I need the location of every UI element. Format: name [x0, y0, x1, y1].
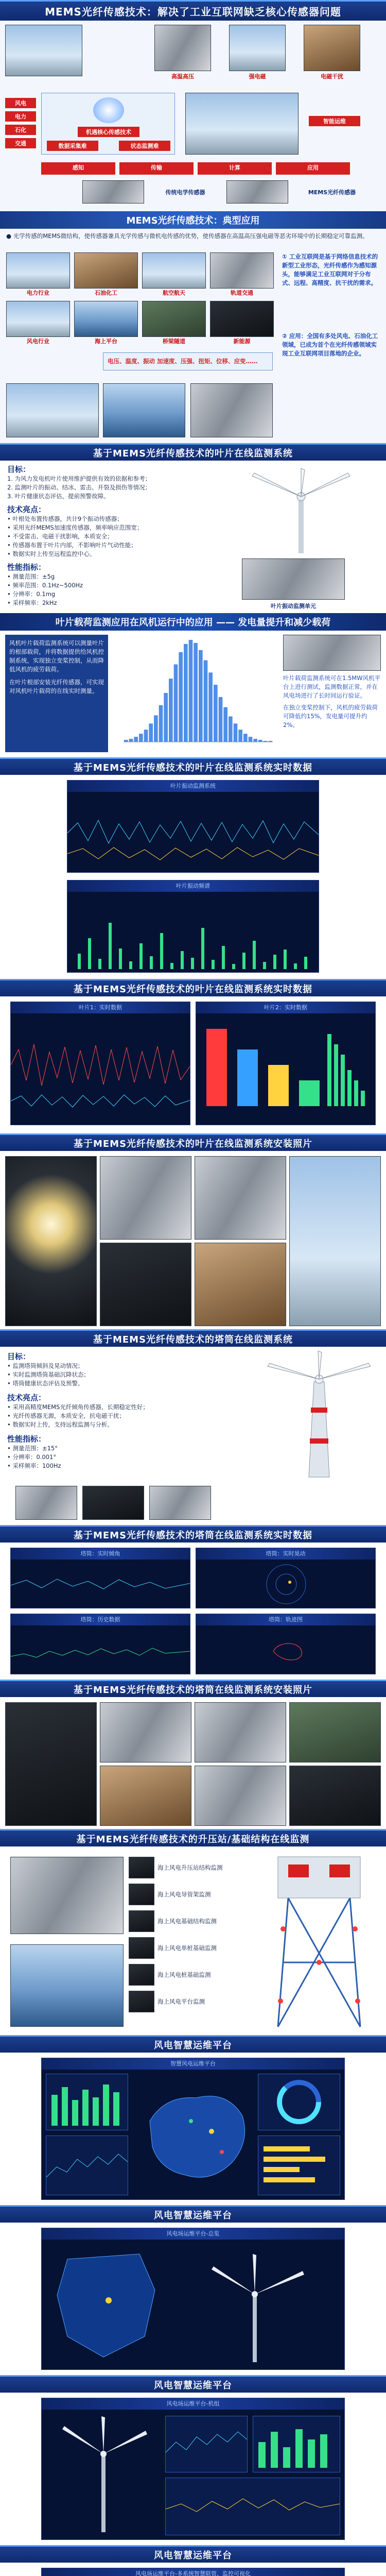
left-category: 交通	[5, 138, 36, 148]
section-title: 风电智慧运维平台	[0, 2545, 386, 2563]
bottom-caption-2: MEMS光纤传感器	[308, 189, 356, 196]
problem-label: 数据采集难	[47, 141, 98, 151]
tower-text	[7, 1351, 249, 1470]
tower-photo-grid	[5, 1702, 381, 1826]
substation-item: 海上风电桩基础监测	[157, 1971, 211, 1978]
purpose-title: 目标：	[7, 465, 31, 474]
substation-item: 海上风电导管架监测	[157, 1890, 211, 1898]
histogram-bar	[253, 739, 257, 742]
section-title: 基于MEMS光纤传感技术的叶片在线监测系统实时数据	[0, 757, 386, 775]
screen-title: 塔筒：实时晃动	[196, 1548, 375, 1560]
load-paragraph: 风机叶片载荷监测系统可以测量叶片的根部载荷，并将数据提供给风机控制系统，实现独立变桨控制，从而降低风机的疲劳载荷。	[9, 639, 104, 673]
photo-install	[289, 1766, 381, 1826]
spec-line: • 采样频率：100Hz	[7, 1462, 61, 1469]
apps-intro: ● 光学传感的MEMS微结构，使传感器兼具光学传感与微机电传感的优势，使传感器在高温高压强电磁等恶劣环境中的长期稳定可靠监测。	[6, 232, 369, 240]
blade-screen-3	[10, 1002, 190, 1125]
photo-mems-sensor	[226, 180, 288, 204]
platform-screen-4	[41, 2568, 345, 2576]
flow-row	[41, 162, 350, 175]
feature-line: • 采用高精度MEMS光纤倾角传感器，长期稳定性好；	[7, 1403, 149, 1411]
tower-screen-3	[10, 1614, 190, 1674]
section-title: 基于MEMS光纤传感技术的叶片在线监测系统	[0, 443, 386, 461]
photo-tower-sensor	[15, 1486, 77, 1520]
section-platform-3	[0, 2375, 386, 2545]
photo-offshore-platform	[10, 1944, 124, 2027]
photo-app-left	[6, 383, 99, 437]
histogram-bar	[169, 679, 173, 742]
histogram-bar	[238, 730, 242, 742]
note-1: ① 工业互联网是基于网络信息技术的新型工业形态，光纤传感作为感知源头，能够满足工业互联网对于分布式、远程、高精度、抗干扰的需求。	[282, 253, 378, 286]
measurement-highlight: 电压、温度、振动 加速度、压强、扭矩、位移、应变……	[103, 352, 273, 370]
feature-line: • 叶根处布置传感器，共计9个振动传感器；	[7, 515, 123, 522]
vibration-waveform	[67, 792, 319, 873]
left-category-list	[5, 98, 36, 148]
section-title: 基于MEMS光纤传感技术的塔筒在线监测系统安装照片	[0, 1680, 386, 1697]
substation-item: 海上风电升压站结构监测	[157, 1863, 223, 1871]
photo-high-pressure	[154, 25, 211, 71]
photo-plant	[304, 25, 360, 71]
purpose-line: • 实时监测塔筒基础沉降状态；	[7, 1371, 90, 1378]
purpose-line: • 塔筒健康状态评估及预警。	[7, 1380, 84, 1387]
screen-title: 叶片振动监测系统	[67, 781, 319, 792]
histogram-bar	[154, 716, 158, 742]
flow-step: 传输	[119, 162, 194, 175]
feature-line: • 数据实时上传至远程监控中心。	[7, 550, 96, 557]
photo-app-right	[190, 383, 273, 437]
section-tower-realtime	[0, 1525, 386, 1680]
tower-screen-2	[196, 1548, 376, 1608]
spec-line: • 测量范围：±15°	[7, 1445, 58, 1452]
feature-title: 技术亮点：	[7, 1393, 46, 1402]
section-blade-load	[0, 613, 386, 757]
purpose-line: 3. 叶片健康状态评估，提前预警故障。	[7, 493, 110, 500]
screen-title: 塔筒：实时倾角	[11, 1548, 190, 1560]
histogram-bar	[134, 737, 138, 742]
photo-install	[100, 1243, 191, 1326]
histogram-bar	[159, 705, 163, 742]
photo-tower-sensor	[149, 1486, 211, 1520]
vibration-spectrum	[67, 892, 319, 973]
histogram-bar	[214, 685, 218, 742]
feature-line: • 传感器布置于叶片内部，不影响叶片气动性能；	[7, 541, 137, 549]
photo-install	[5, 1702, 97, 1826]
histogram-bar	[258, 740, 262, 742]
load-paragraph: 在叶片根部安装光纤传感器，可实现对风机叶片载荷的在线实时测量。	[9, 679, 104, 694]
photo-install	[195, 1243, 286, 1326]
histogram-bar	[139, 734, 143, 742]
right-label: 智能运维	[309, 116, 360, 126]
histogram-bar	[179, 652, 183, 742]
panel	[165, 2478, 340, 2535]
device-label: 叶片振动监测单元	[271, 603, 316, 609]
spec-line: • 频率范围：0.1Hz~500Hz	[7, 582, 83, 589]
app-caption: 轨道交通	[231, 290, 253, 296]
spec-title: 性能指标：	[7, 1434, 46, 1444]
section-blade-system	[0, 443, 386, 613]
histogram-bar	[229, 717, 233, 742]
blade-screen-1	[67, 780, 319, 873]
feature-line: • 采用光纤MEMS加速度传感器，频率响应范围宽；	[7, 524, 143, 531]
photo-install	[289, 1702, 381, 1762]
photo-install	[5, 1156, 97, 1326]
spec-line: • 分辨率：0.001°	[7, 1453, 57, 1461]
substation-item: 海上风电单桩基础监测	[157, 1944, 217, 1952]
section-title: 叶片载荷监测应用在风机运行中的应用 —— 发电量提升和减少载荷	[0, 613, 386, 631]
photo-turbine	[5, 25, 82, 76]
photo-install	[195, 1156, 286, 1240]
photo-install	[100, 1766, 191, 1826]
histogram-bar	[124, 740, 128, 742]
platform-screen-1	[41, 2058, 345, 2200]
photo-app-mid	[103, 383, 185, 437]
screen-title: 智慧风电运维平台	[42, 2058, 344, 2070]
photo-install	[100, 1702, 191, 1762]
province-map	[47, 2244, 165, 2365]
purpose-line: 1. 为风力发电机叶片使用维护提供有效的依据和参考；	[7, 475, 151, 482]
section-title: 基于MEMS光纤传感技术的升压站/基础结构在线监测	[0, 1829, 386, 1846]
tower-history-chart	[11, 1625, 190, 1674]
tower-sway-chart	[196, 1560, 376, 1608]
histogram-bar	[184, 644, 188, 742]
spec-line: • 采样频率：2kHz	[7, 599, 57, 606]
screen-title: 风电场运维平台-总览	[42, 2228, 344, 2240]
flow-step: 感知	[41, 162, 115, 175]
tower-track-chart	[196, 1625, 376, 1674]
section-title: 基于MEMS光纤传感技术的塔筒在线监测系统实时数据	[0, 1525, 386, 1543]
section-title: 风电智慧运维平台	[0, 2375, 386, 2393]
load-text-left	[5, 635, 108, 752]
panel	[253, 2416, 340, 2472]
tower-screen-1	[10, 1548, 190, 1608]
center-label: 机遇核心传感技术	[78, 127, 139, 137]
histogram-bar	[264, 741, 268, 742]
photo-install	[195, 1766, 286, 1826]
section-typical-apps	[0, 211, 386, 443]
substation-list	[129, 1857, 252, 2012]
load-paragraph: 在独立变桨控制下，风机的疲劳载荷可降低约15%，发电量可提升约2%。	[283, 704, 378, 728]
feature-line: • 光纤传感器无源，本质安全，抗电磁干扰；	[7, 1412, 125, 1419]
spec-line: • 分辨率：0.1mg	[7, 590, 56, 598]
feature-line: • 数据实时上传，支持远程监测与分析。	[7, 1421, 113, 1428]
feature-title: 技术亮点：	[7, 505, 46, 514]
histogram-bar	[204, 660, 208, 742]
left-category: 电力	[5, 111, 36, 122]
section-title: MEMS光纤传感技术：解决了工业互联网缺乏核心传感器问题	[0, 0, 386, 21]
section-title: 风电智慧运维平台	[0, 2205, 386, 2223]
app-caption: 电力行业	[27, 290, 49, 296]
top-caption-2: 强电磁	[249, 73, 266, 80]
platform-screen-2	[41, 2228, 345, 2370]
histogram-bar	[129, 739, 133, 742]
blade-text	[7, 464, 223, 607]
load-histogram	[113, 635, 278, 752]
photo-legacy-sensor	[82, 180, 144, 204]
section-substation	[0, 1829, 386, 2035]
section-blade-realtime-1	[0, 757, 386, 979]
photo-tower-sensor	[82, 1486, 144, 1520]
left-category: 石化	[5, 125, 36, 135]
spec-title: 性能指标：	[7, 563, 46, 572]
histogram-bar	[144, 730, 148, 742]
section-title: 风电智慧运维平台	[0, 2035, 386, 2053]
screen-title: 塔筒：轨迹图	[196, 1614, 375, 1625]
panel	[46, 2136, 128, 2195]
load-paragraph: 叶片载荷监测系统可在1.5MW风机平台上进行测试，监测数据正常，并在风电场进行了长时间运行验证。	[283, 674, 381, 699]
flow-step: 计算	[198, 162, 272, 175]
bottom-caption-1: 传统电学传感器	[165, 189, 205, 196]
app-caption: 航空航天	[163, 290, 185, 296]
note-2: ② 应用：全国有多处风电、石油化工领域，已成为首个在光纤传感领域实现工业互联网项目落地的企业。	[282, 332, 378, 357]
china-map	[134, 2075, 253, 2195]
section-title: 基于MEMS光纤传感技术的塔筒在线监测系统	[0, 1329, 386, 1347]
screen-title: 叶片1：实时数据	[11, 1002, 190, 1013]
photo-wind-farm	[185, 93, 299, 155]
photo-install	[195, 1702, 286, 1762]
feature-line: • 不受雷击、电磁干扰影响，本质安全；	[7, 533, 113, 540]
histogram-bar	[243, 734, 248, 742]
blade-screen-2	[67, 880, 319, 973]
left-category: 风电	[5, 98, 36, 108]
section-platform-1	[0, 2035, 386, 2205]
apps-grid	[6, 252, 274, 345]
turbine-illustration	[232, 466, 376, 553]
load-text-right	[283, 635, 381, 730]
histogram-bar	[223, 707, 227, 742]
substation-item: 海上风电平台监测	[157, 1997, 205, 2005]
blade-screen-4	[196, 1002, 376, 1125]
flow-step: 应用	[276, 162, 350, 175]
app-caption: 风电行业	[27, 338, 49, 345]
screen-title: 风电场运维平台-机组	[42, 2398, 344, 2410]
app-caption: 海上平台	[95, 338, 117, 345]
solution-label: 状态监测难	[119, 141, 170, 151]
histogram-bar	[249, 737, 253, 742]
photo-blade-device	[242, 558, 345, 600]
section-tower-system	[0, 1329, 386, 1525]
histogram-bar	[164, 693, 168, 742]
app-caption: 新能源	[233, 338, 251, 345]
section-core-sensor	[0, 0, 386, 211]
section-blade-realtime-2	[0, 979, 386, 1133]
histogram-bar	[199, 650, 203, 742]
app-caption: 石油化工	[95, 290, 117, 296]
panel	[258, 2074, 340, 2130]
spec-line: • 测量范围：±5g	[7, 573, 55, 580]
platform-screen-3	[41, 2398, 345, 2540]
cloud-icon	[93, 97, 124, 123]
photo-install	[289, 1156, 381, 1326]
purpose-line: • 监测塔筒倾斜及晃动情况；	[7, 1362, 84, 1369]
tower-illustration	[257, 1351, 381, 1480]
top-caption-3: 电磁干扰	[321, 73, 343, 80]
app-caption: 桥梁隧道	[163, 338, 185, 345]
blade1-waveform	[11, 1013, 190, 1125]
histogram-bar	[174, 665, 178, 742]
panel	[165, 2416, 248, 2472]
histogram-bar	[149, 723, 153, 742]
purpose-title: 目标：	[7, 1352, 31, 1361]
histogram-bar	[219, 697, 223, 742]
tower-screen-4	[196, 1614, 376, 1674]
histogram-bar	[208, 672, 213, 742]
histogram-bar	[189, 640, 193, 742]
jacket-structure-illustration	[257, 1852, 381, 2032]
center-diagram	[41, 93, 175, 155]
blade-photo-grid	[5, 1156, 381, 1326]
purpose-line: 2. 监测叶片的振动、结冰、雷击、开裂及损伤等情况；	[7, 484, 151, 491]
turbine-render	[176, 2249, 335, 2362]
screen-title: 风电场运维平台-多系统智慧联管、监控可视化	[42, 2568, 344, 2576]
photo-power-line	[229, 25, 286, 71]
histogram-bar	[268, 741, 272, 742]
blade2-bars	[196, 1013, 376, 1125]
histogram-bar	[234, 723, 238, 742]
section-tower-photos	[0, 1680, 386, 1829]
section-blade-photos	[0, 1133, 386, 1329]
photo-sensor-cable	[10, 1857, 124, 1934]
substation-item: 海上风电基础结构监测	[157, 1917, 217, 1925]
turbine-render	[52, 2414, 155, 2535]
panel	[258, 2136, 340, 2195]
screen-title: 叶片振动频谱	[67, 880, 319, 892]
top-caption-1: 高温高压	[171, 73, 194, 80]
photo-load-sensor	[283, 635, 381, 671]
section-platform-4	[0, 2545, 386, 2576]
section-platform-2	[0, 2205, 386, 2375]
section-title: 基于MEMS光纤传感技术的叶片在线监测系统安装照片	[0, 1133, 386, 1151]
screen-title: 塔筒：历史数据	[11, 1614, 190, 1625]
histogram-bar	[194, 643, 198, 742]
section-title: 基于MEMS光纤传感技术的叶片在线监测系统实时数据	[0, 979, 386, 996]
screen-title: 叶片2：实时数据	[196, 1002, 375, 1013]
panel	[46, 2074, 128, 2130]
tower-tilt-chart	[11, 1560, 190, 1608]
section-title: MEMS光纤传感技术：典型应用	[0, 211, 386, 229]
photo-install	[100, 1156, 191, 1240]
